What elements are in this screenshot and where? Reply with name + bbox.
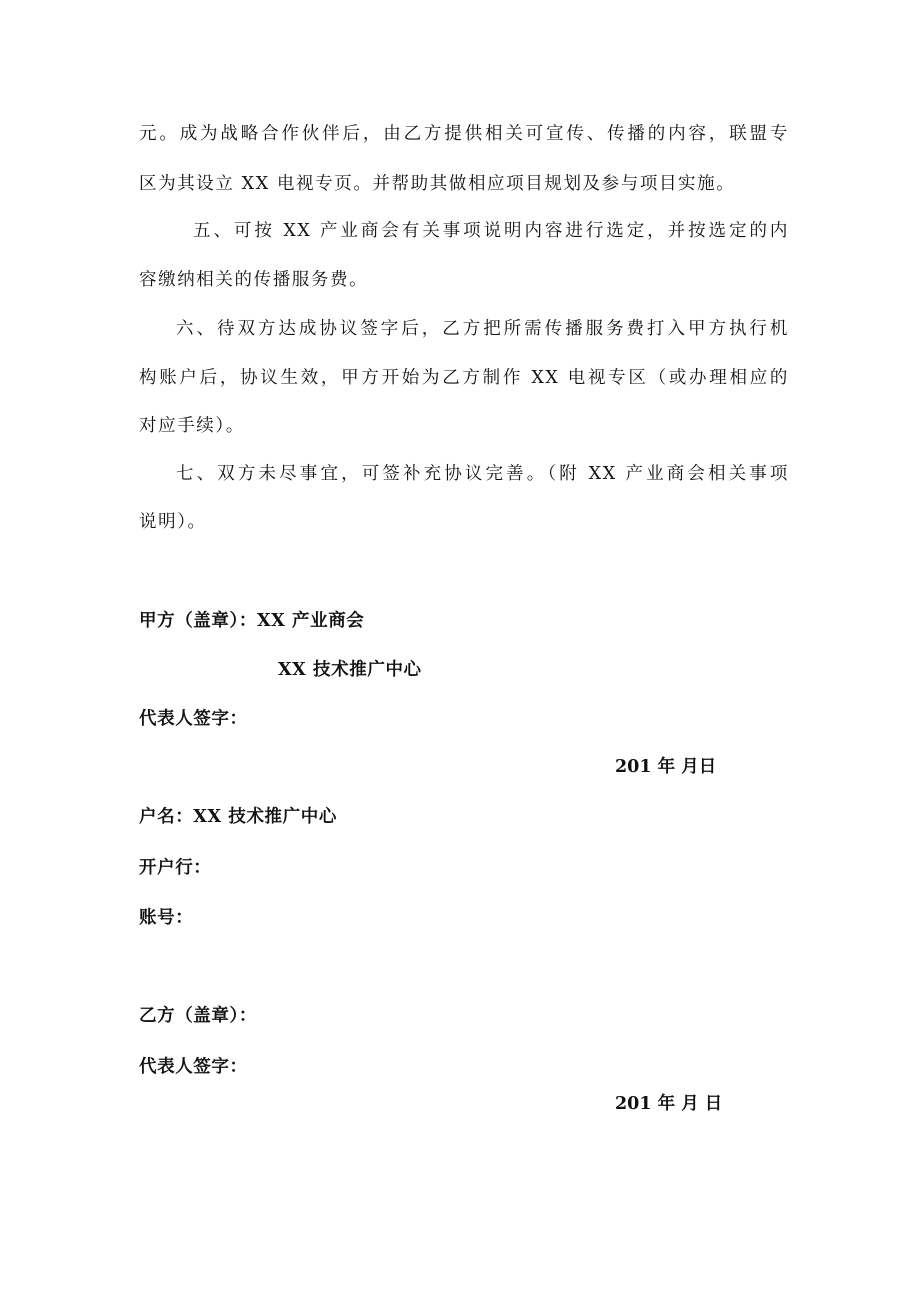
bank-account-number: 账号：: [139, 908, 194, 928]
party-b-date: 201 年 月 日: [615, 1094, 723, 1114]
party-b-label: 乙方（盖章）：: [139, 1006, 257, 1026]
paragraph-4-line-1: 元。成为战略合作伙伴后，由乙方提供相关可宣传、传播的内容，联盟专: [139, 124, 789, 144]
paragraph-6-line-3: 对应手续）。: [139, 416, 245, 436]
paragraph-7-line-2: 说明）。: [139, 512, 207, 532]
paragraph-7-line-1: 七、双方未尽事宜，可签补充协议完善。（附 XX 产业商会相关事项: [176, 464, 789, 484]
paragraph-6-line-1: 六、待双方达成协议签字后，乙方把所需传播服务费打入甲方执行机: [176, 319, 789, 339]
bank-account-name: 户名：XX 技术推广中心: [139, 807, 337, 827]
party-a-label: 甲方（盖章）：XX 产业商会: [139, 611, 365, 631]
party-a-date: 201 年 月日: [615, 757, 717, 777]
paragraph-6-line-2: 构账户后，协议生效，甲方开始为乙方制作 XX 电视专区（或办理相应的: [139, 368, 789, 388]
party-a-org-2: XX 技术推广中心: [278, 660, 422, 680]
paragraph-5-line-1: 五、可按 XX 产业商会有关事项说明内容进行选定，并按选定的内: [193, 221, 789, 241]
party-a-signature: 代表人签字：: [139, 709, 248, 729]
paragraph-5-line-2: 容缴纳相关的传播服务费。: [139, 270, 369, 290]
bank-name: 开户行：: [139, 858, 212, 878]
paragraph-4-line-2: 区为其设立 XX 电视专页。并帮助其做相应项目规划及参与项目实施。: [139, 174, 736, 194]
party-b-signature: 代表人签字：: [139, 1057, 248, 1077]
